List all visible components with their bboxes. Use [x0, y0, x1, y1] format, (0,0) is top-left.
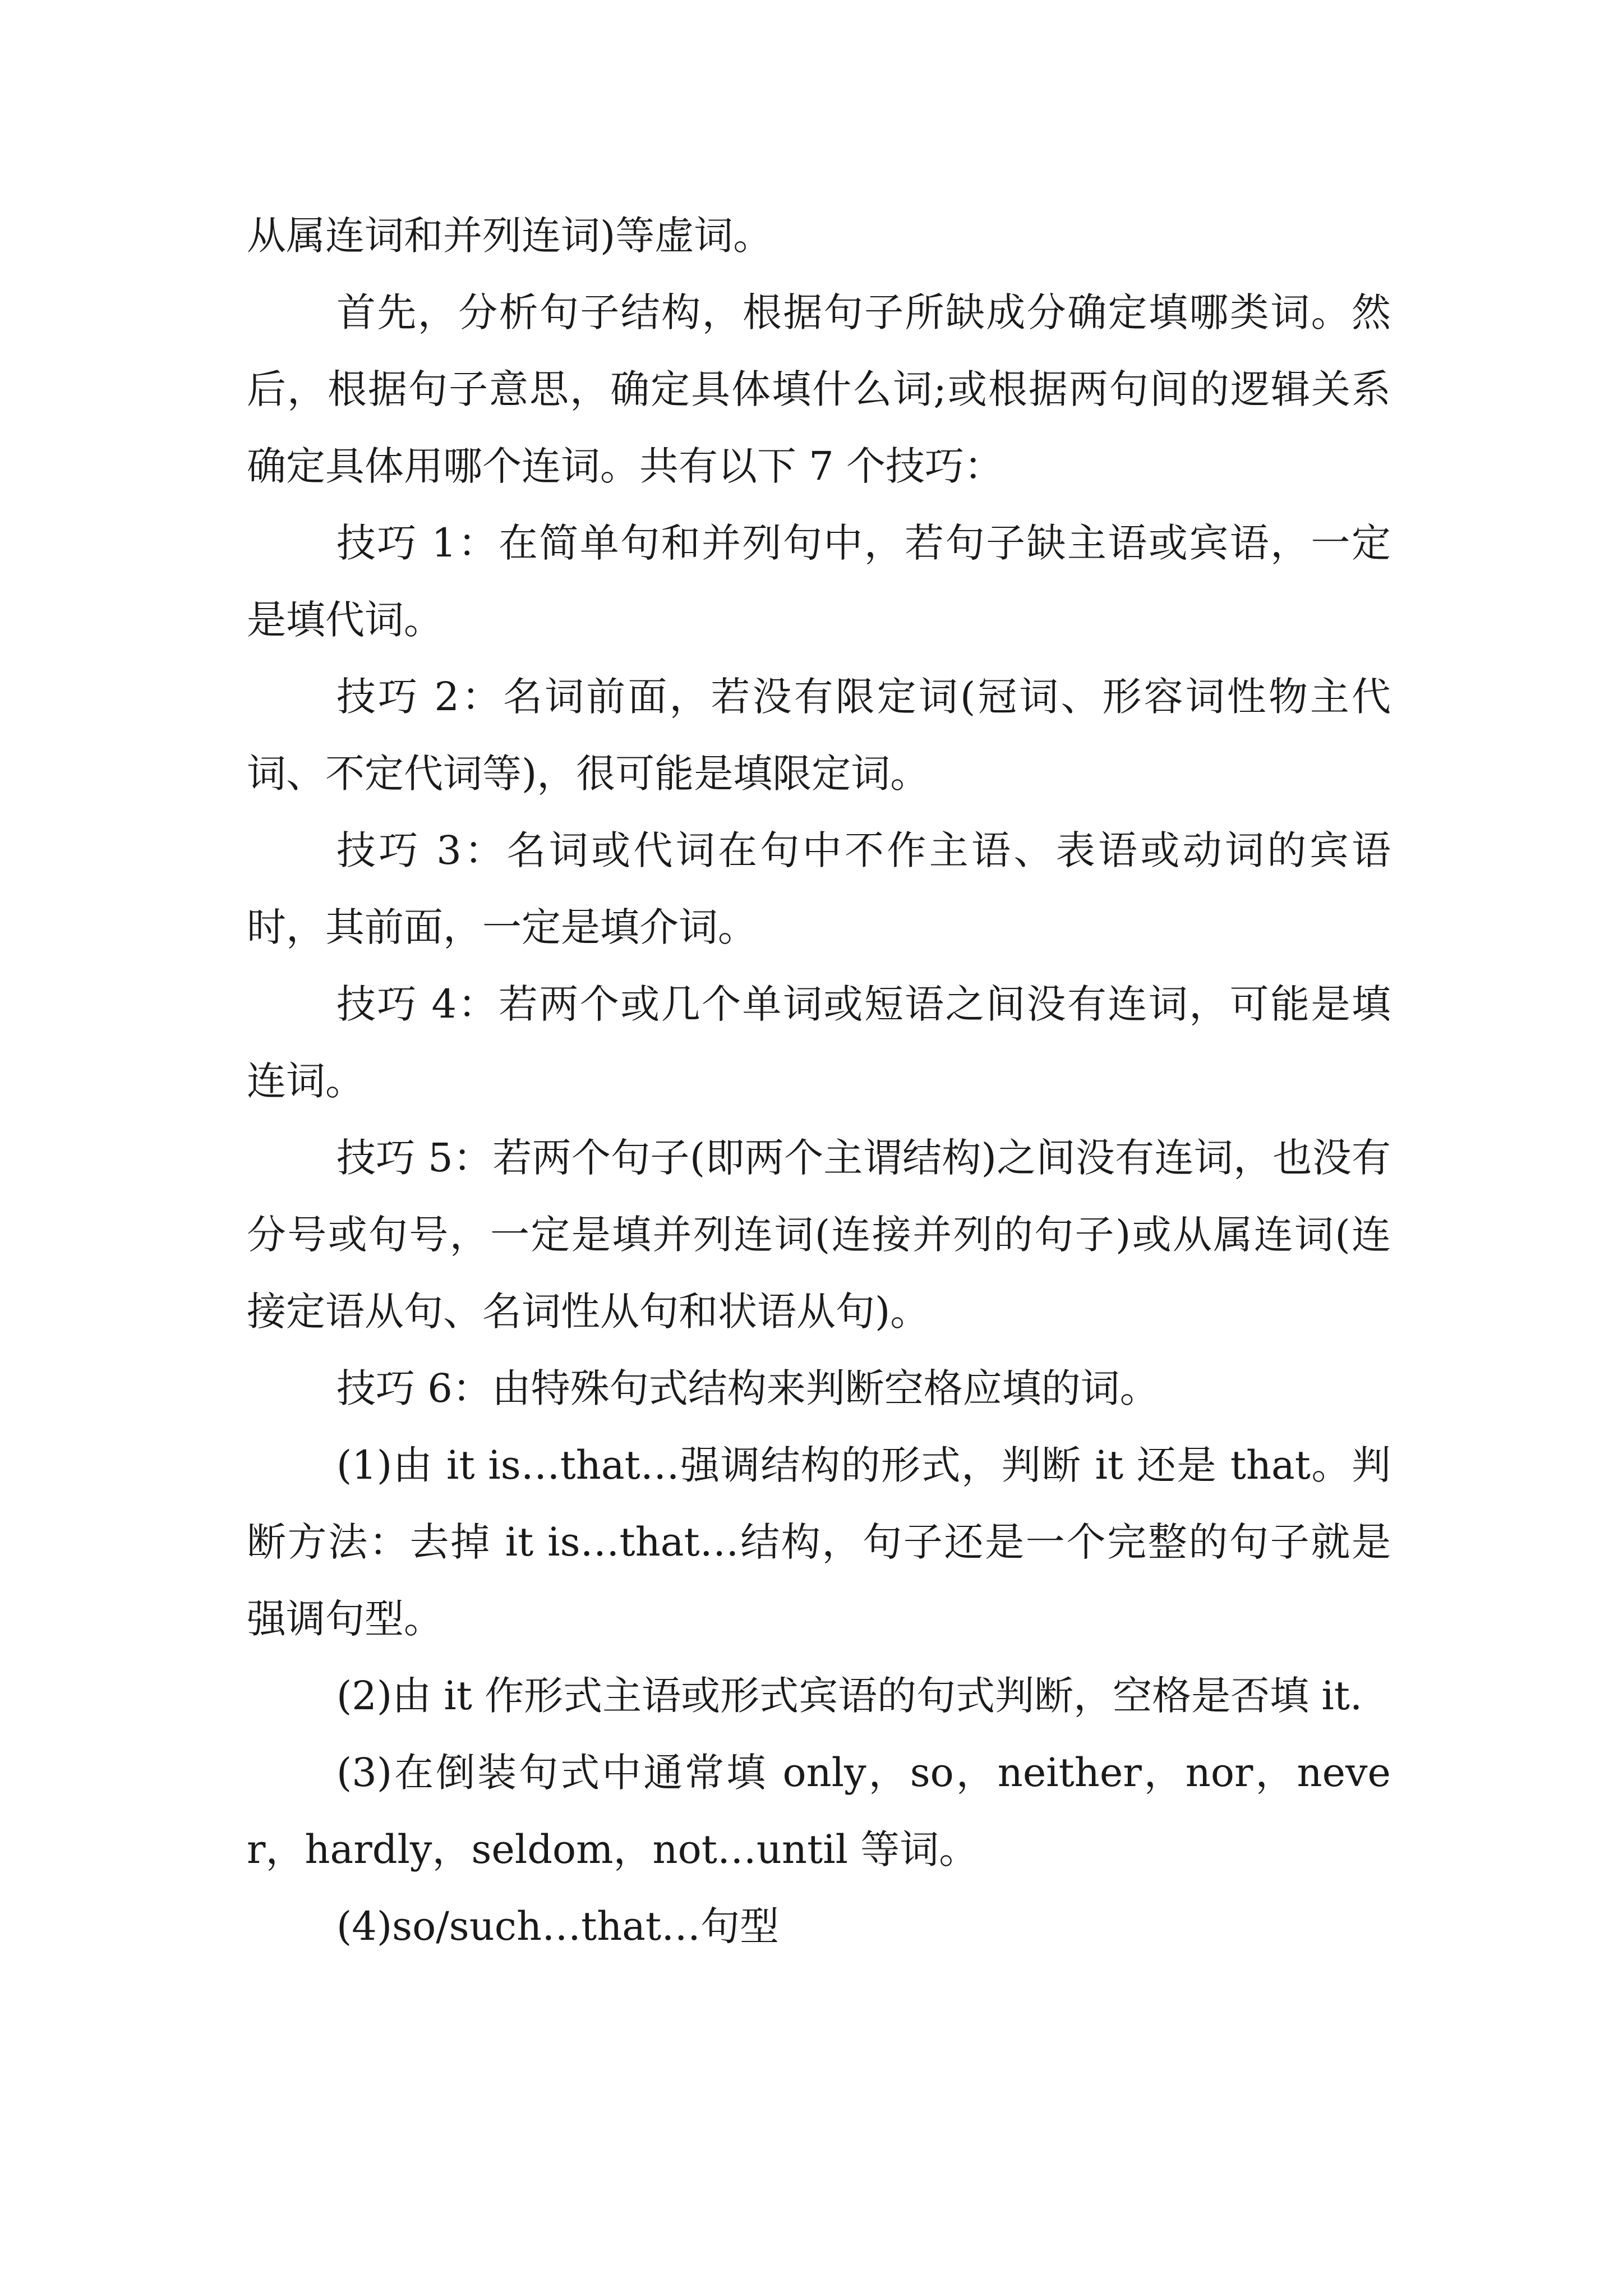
- paragraph-tip-3: 技巧 3：名词或代词在句中不作主语、表语或动词的宾语时，其前面，一定是填介词。: [247, 827, 1391, 950]
- document-body: [247, 197, 1391, 1965]
- paragraph-tip-2: 技巧 2：名词前面，若没有限定词(冠词、形容词性物主代词、不定代词等)，很可能是填限定词。: [247, 674, 1391, 797]
- paragraph-continuation: 从属连词和并列连词)等虚词。: [247, 213, 773, 259]
- paragraph-tip-6: 技巧 6：由特殊句式结构来判断空格应填的词。: [336, 1365, 1159, 1411]
- paragraph-tip-6-item-2: (2)由 it 作形式主语或形式宾语的句式判断，空格是否填 it.: [336, 1673, 1363, 1719]
- paragraph-tip-6-item-1: (1)由 it is…that…强调结构的形式，判断 it 还是 that。判断方法：去掉 it is…that…结构，句子还是一个完整的句子就是强调句型。: [247, 1442, 1391, 1642]
- paragraph-tip-6-item-4: (4)so/such…that…句型: [336, 1903, 780, 1949]
- paragraph-tip-6-item-3: (3)在倒装句式中通常填 only，so，neither，nor，never，hardly，seldom，not…until 等词。: [247, 1750, 1391, 1872]
- paragraph-tip-4: 技巧 4：若两个或几个单词或短语之间没有连词，可能是填连词。: [247, 981, 1391, 1104]
- paragraph-method-intro: 首先，分析句子结构，根据句子所缺成分确定填哪类词。然后，根据句子意思，确定具体填什么词;或根据两句间的逻辑关系确定具体用哪个连词。共有以下 7 个技巧：: [247, 289, 1391, 489]
- paragraph-tip-5: 技巧 5：若两个句子(即两个主谓结构)之间没有连词，也没有分号或句号，一定是填并列连词(连接并列的句子)或从属连词(连接定语从句、名词性从句和状语从句)。: [247, 1135, 1391, 1335]
- paragraph-tip-1: 技巧 1：在简单句和并列句中，若句子缺主语或宾语，一定是填代词。: [247, 520, 1391, 643]
